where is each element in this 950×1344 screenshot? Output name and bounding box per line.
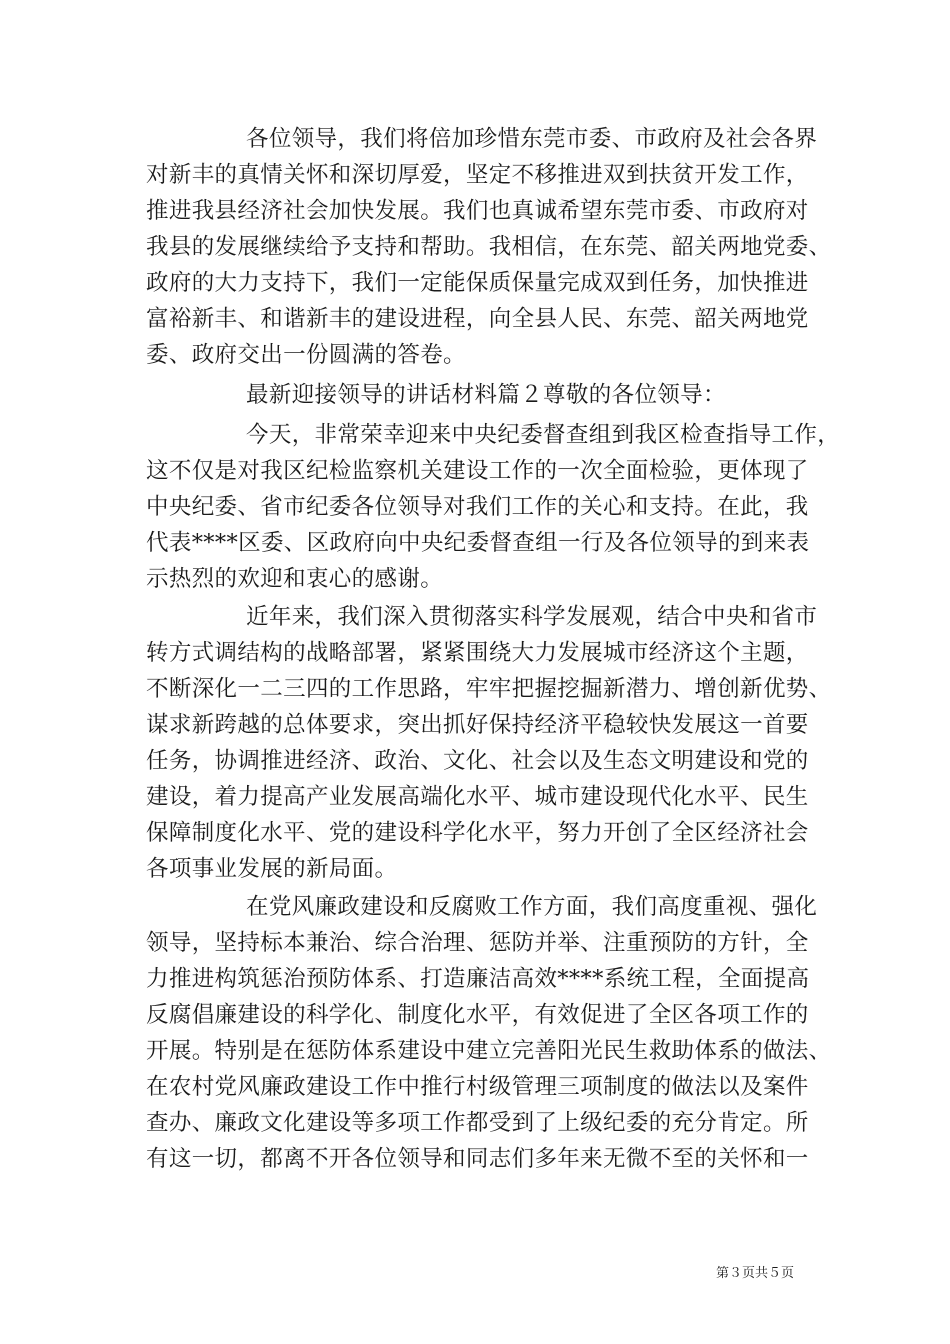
paragraph-3-line-5: 示热烈的欢迎和衷心的感谢。 [146,566,444,592]
paragraph-5-line-7: 查办、廉政文化建设等多项工作都受到了上级纪委的充分肯定。所 [146,1110,809,1136]
paragraph-4-line-1: 近年来，我们深入贯彻落实科学发展观，结合中央和省市 [246,604,818,630]
section-heading: 最新迎接领导的讲话材料篇２尊敬的各位领导： [246,382,726,408]
paragraph-1-line-3: 推进我县经济社会加快发展。我们也真诚希望东莞市委、市政府对 [146,198,809,224]
paragraph-4-line-5: 任务，协调推进经济、政治、文化、社会以及生态文明建设和党的 [146,748,809,774]
paragraph-5-line-8: 有这一切，都离不开各位领导和同志们多年来无微不至的关怀和一 [146,1146,809,1172]
paragraph-4-line-7: 保障制度化水平、党的建设科学化水平，努力开创了全区经济社会 [146,820,809,846]
paragraph-5-line-3: 力推进构筑惩治预防体系、打造廉洁高效****系统工程，全面提高 [146,966,810,992]
paragraph-4-line-8: 各项事业发展的新局面。 [146,856,398,882]
paragraph-1-line-5: 政府的大力支持下，我们一定能保质保量完成双到任务，加快推进 [146,270,809,296]
paragraph-5-line-5: 开展。特别是在惩防体系建设中建立完善阳光民生救助体系的做法、 [146,1038,832,1064]
paragraph-4-line-3: 不断深化一二三四的工作思路，牢牢把握挖掘新潜力、增创新优势、 [146,676,832,702]
paragraph-3-line-3: 中央纪委、省市纪委各位领导对我们工作的关心和支持。在此，我 [146,494,809,520]
paragraph-1-line-7: 委、政府交出一份圆满的答卷。 [146,342,466,368]
paragraph-5-line-6: 在农村党风廉政建设工作中推行村级管理三项制度的做法以及案件 [146,1074,809,1100]
paragraph-3-line-1: 今天，非常荣幸迎来中央纪委督查组到我区检查指导工作， [246,422,841,448]
paragraph-5-line-4: 反腐倡廉建设的科学化、制度化水平，有效促进了全区各项工作的 [146,1002,809,1028]
page-number-footer: 第３页共５页 [716,1266,795,1281]
paragraph-4-line-6: 建设，着力提高产业发展高端化水平、城市建设现代化水平、民生 [146,784,809,810]
paragraph-3-line-4: 代表****区委、区政府向中央纪委督查组一行及各位领导的到来表 [146,530,810,556]
paragraph-1-line-1: 各位领导，我们将倍加珍惜东莞市委、市政府及社会各界 [246,126,818,152]
paragraph-4-line-4: 谋求新跨越的总体要求，突出抓好保持经济平稳较快发展这一首要 [146,712,809,738]
paragraph-5-line-2: 领导，坚持标本兼治、综合治理、惩防并举、注重预防的方针，全 [146,930,809,956]
paragraph-1-line-4: 我县的发展继续给予支持和帮助。我相信，在东莞、韶关两地党委、 [146,234,832,260]
paragraph-5-line-1: 在党风廉政建设和反腐败工作方面，我们高度重视、强化 [246,894,818,920]
paragraph-3-line-2: 这不仅是对我区纪检监察机关建设工作的一次全面检验，更体现了 [146,458,809,484]
paragraph-1-line-2: 对新丰的真情关怀和深切厚爱，坚定不移推进双到扶贫开发工作， [146,162,809,188]
paragraph-1-line-6: 富裕新丰、和谐新丰的建设进程，向全县人民、东莞、韶关两地党 [146,306,809,332]
paragraph-4-line-2: 转方式调结构的战略部署，紧紧围绕大力发展城市经济这个主题， [146,640,809,666]
